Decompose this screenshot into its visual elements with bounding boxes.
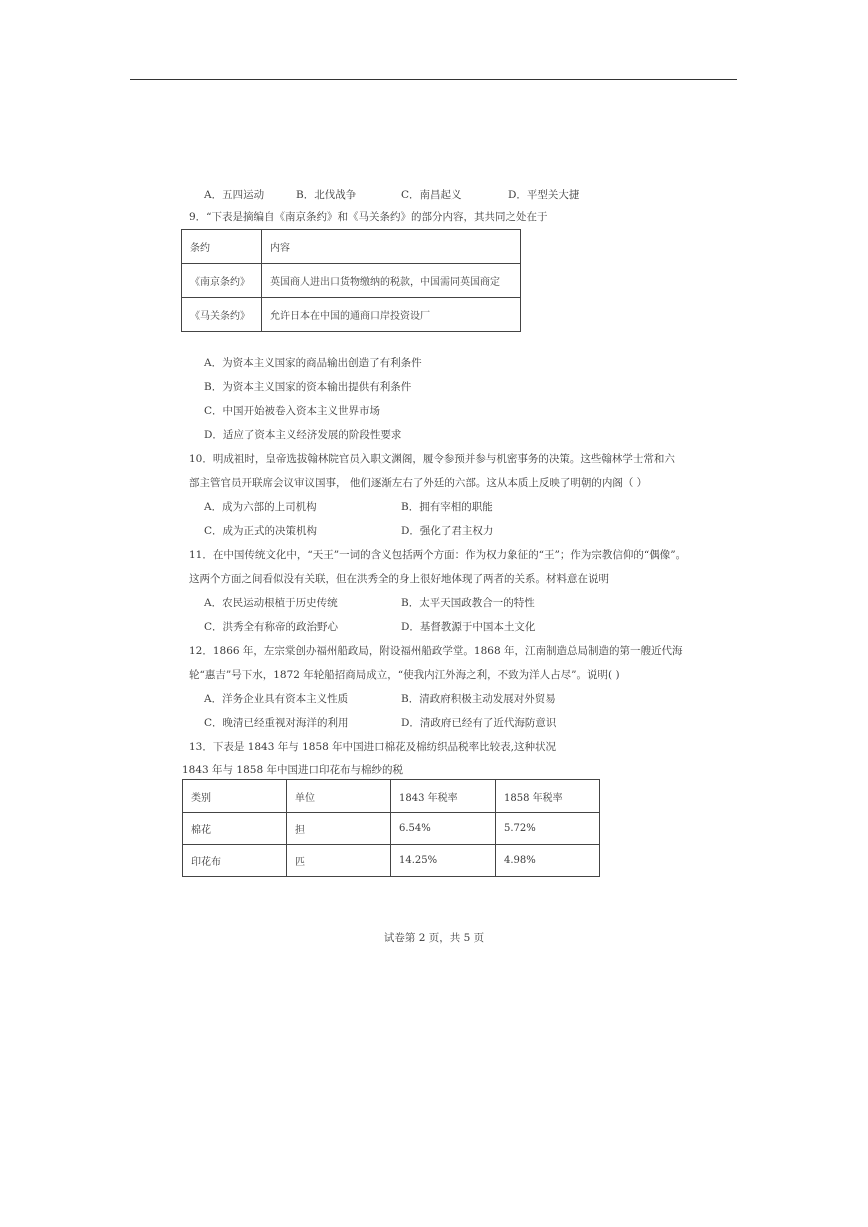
q13-table-title: 1843 年与 1858 年中国进口印花布与棉纱的税 xyxy=(182,764,403,776)
q10-option-d: D．强化了君主权力 xyxy=(401,525,494,537)
q11-option-b: B．太平天国政教合一的特性 xyxy=(401,597,535,609)
q9-option-a: A．为资本主义国家的商品输出创造了有利条件 xyxy=(204,357,422,369)
table-cell: 棉花 xyxy=(183,813,287,845)
q11-stem-line-1: 11．在中国传统文化中，“天王”一词的含义包括两个方面：作为权力象征的“王”；作为宗教信仰的“偶像”。 xyxy=(189,549,687,561)
table-header-cell: 单位 xyxy=(287,780,391,813)
q12-option-c: C．晚清已经重视对海洋的利用 xyxy=(204,717,349,729)
q8-option-b: B．北伐战争 xyxy=(296,189,357,201)
table-header-cell: 1858 年税率 xyxy=(496,780,600,813)
table-cell: 6.54% xyxy=(391,813,496,845)
q9-option-b: B．为资本主义国家的资本输出提供有利条件 xyxy=(204,381,412,393)
q12-stem-line-2: 轮“惠吉”号下水，1872 年轮船招商局成立，“使我内江外海之利，不致为洋人占尽”。说明( ) xyxy=(189,669,620,681)
table-row xyxy=(182,298,521,332)
q8-option-a: A．五四运动 xyxy=(204,189,265,201)
table-cell: 《南京条约》 xyxy=(182,264,262,298)
q13-table xyxy=(182,779,600,877)
table-row xyxy=(183,845,600,877)
q9-option-c: C．中国开始被卷入资本主义世界市场 xyxy=(204,405,381,417)
table-row xyxy=(183,813,600,845)
table-cell: 允许日本在中国的通商口岸投资设厂 xyxy=(262,298,521,332)
q11-stem-line-2: 这两个方面之间看似没有关联，但在洪秀全的身上很好地体现了两者的关系。材料意在说明 xyxy=(189,573,609,585)
table-header-cell: 内容 xyxy=(262,230,521,264)
table-cell: 4.98% xyxy=(496,845,600,877)
q8-option-c: C．南昌起义 xyxy=(401,189,462,201)
header-rule xyxy=(130,79,737,80)
q11-option-d: D．基督教源于中国本土文化 xyxy=(401,621,536,633)
q12-stem-line-1: 12．1866 年，左宗棠创办福州船政局，附设福州船政学堂。1868 年，江南制造总局制造的第一艘近代海 xyxy=(189,645,683,657)
q13-stem: 13．下表是 1843 年与 1858 年中国进口棉花及棉纺织品税率比较表,这种状况 xyxy=(189,741,556,753)
q10-stem-line-1: 10．明成祖时，皇帝选拔翰林院官员入职文渊阁，履令参预并参与机密事务的决策。这些翰林学士常和六 xyxy=(189,453,675,465)
q9-table xyxy=(181,229,521,332)
table-header-row xyxy=(183,780,600,813)
q12-option-b: B．清政府积极主动发展对外贸易 xyxy=(401,693,556,705)
q11-option-a: A．农民运动根植于历史传统 xyxy=(204,597,338,609)
table-header-cell: 1843 年税率 xyxy=(391,780,496,813)
q9-option-d: D．适应了资本主义经济发展的阶段性要求 xyxy=(204,429,402,441)
table-cell: 14.25% xyxy=(391,845,496,877)
q12-option-d: D．清政府已经有了近代海防意识 xyxy=(401,717,557,729)
table-cell: 印花布 xyxy=(183,845,287,877)
page-footer: 试卷第 2 页，共 5 页 xyxy=(383,932,485,944)
table-cell: 匹 xyxy=(287,845,391,877)
q10-option-a: A．成为六部的上司机构 xyxy=(204,501,317,513)
q8-option-d: D．平型关大捷 xyxy=(508,189,580,201)
table-header-cell: 条约 xyxy=(182,230,262,264)
table-cell: 5.72% xyxy=(496,813,600,845)
q10-option-c: C．成为正式的决策机构 xyxy=(204,525,318,537)
table-cell: 《马关条约》 xyxy=(182,298,262,332)
q9-stem: 9．“下表是摘编自《南京条约》和《马关条约》的部分内容，其共同之处在于 xyxy=(189,211,548,223)
table-cell: 英国商人进出口货物缴纳的税款，中国需同英国商定 xyxy=(262,264,521,298)
table-cell: 担 xyxy=(287,813,391,845)
q12-option-a: A．洋务企业具有资本主义性质 xyxy=(204,693,349,705)
table-header-cell: 类别 xyxy=(183,780,287,813)
table-row xyxy=(182,264,521,298)
q11-option-c: C．洪秀全有称帝的政治野心 xyxy=(204,621,339,633)
q10-stem-line-2: 部主管官员开联席会议审议国事， 他们逐渐左右了外廷的六部。这从本质上反映了明朝的内阁（ ） xyxy=(189,477,648,489)
table-header-row xyxy=(182,230,521,264)
q10-option-b: B．拥有宰相的职能 xyxy=(401,501,493,513)
